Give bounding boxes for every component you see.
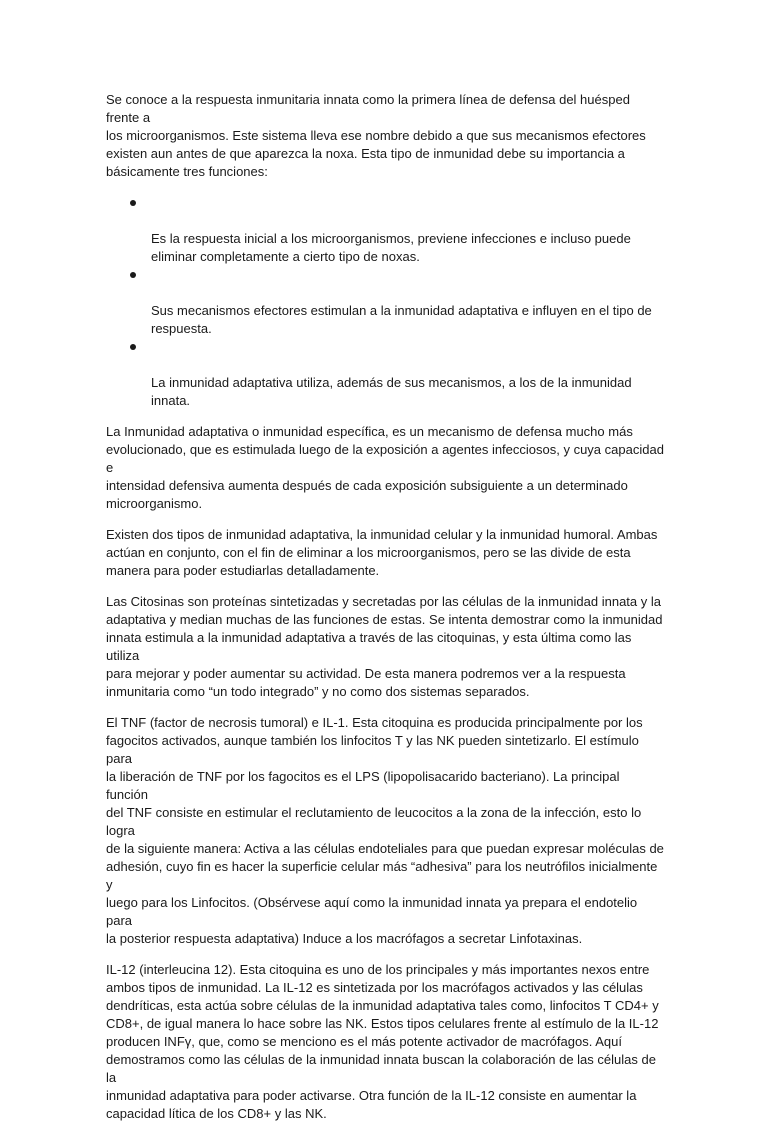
- bullet-icon: [130, 200, 136, 206]
- list-item-text: Sus mecanismos efectores estimulan a la inmunidad adaptativa e influyen en el tipo de respuesta.: [151, 303, 652, 336]
- bullet-icon: [130, 344, 136, 350]
- il12-paragraph: IL-12 (interleucina 12). Esta citoquina es uno de los principales y más importantes nexos entre ambos tipos de inmunidad. La IL-12 es sintetizada por los macrófagos activados y las células dendríticas, esta actúa sobre células de la inmunidad adaptativa tales como, linfocitos T CD4+ y CD8+, de igual manera lo hace sobre las NK. Estos tipos celulares frente al estímulo de la IL-12 producen INFγ, que, como se menciono es el más potente activador de macrófagos. Aquí demostramos como las células de la inmunidad innata buscan la colaboración de las células de la inmunidad adaptativa para poder activarse. Otra función de la IL-12 consiste en aumentar la capacidad lítica de los CD8+ y las NK.: [106, 962, 659, 1121]
- list-item-text: Es la respuesta inicial a los microorganismos, previene infecciones e incluso puede eliminar completamente a cierto tipo de noxas.: [151, 231, 631, 264]
- bullet-icon: [130, 272, 136, 278]
- adaptive-immunity-paragraph: La Inmunidad adaptativa o inmunidad específica, es un mecanismo de defensa mucho más evolucionado, que es estimulada luego de la exposición a agentes infecciosos, y cuya capacidad e intensidad defensiva aumenta después de cada exposición subsiguiente a un determinado microorganismo.: [106, 424, 664, 511]
- list-item-text: La inmunidad adaptativa utiliza, además de sus mecanismos, a los de la inmunidad innata.: [151, 375, 632, 408]
- list-item: [106, 194, 664, 266]
- list-item: [106, 338, 664, 410]
- cytokines-paragraph: Las Citosinas son proteínas sintetizadas y secretadas por las células de la inmunidad innata y la adaptativa y median muchas de las funciones de estas. Se intenta demostrar como la inmunidad innata estimula a la inmunidad adaptativa a través de las citoquinas, y esta última como las utiliza para mejorar y poder aumentar su actividad. De esta manera podremos ver a la respuesta inmunitaria como “un todo integrado” y no como dos sistemas separados.: [106, 594, 663, 699]
- intro-paragraph: Se conoce a la respuesta inmunitaria innata como la primera línea de defensa del huésped frente a los microorganismos. Este sistema lleva ese nombre debido a que sus mecanismos efectores existen aun antes de que aparezca la noxa. Esta tipo de inmunidad debe su importancia a básicamente tres funciones:: [106, 92, 646, 179]
- function-list: [106, 194, 664, 410]
- list-item: [106, 266, 664, 338]
- immunity-types-paragraph: Existen dos tipos de inmunidad adaptativa, la inmunidad celular y la inmunidad humoral. Ambas actúan en conjunto, con el fin de eliminar a los microorganismos, pero se las divide de esta manera para poder estudiarlas detalladamente.: [106, 527, 658, 578]
- tnf-paragraph: El TNF (factor de necrosis tumoral) e IL-1. Esta citoquina es producida principalmente por los fagocitos activados, aunque también los linfocitos T y las NK pueden sintetizarlo. El estímulo para la liberación de TNF por los fagocitos es el LPS (lipopolisacarido bacteriano). La principal función del TNF consiste en estimular el reclutamiento de leucocitos a la zona de la infección, esto lo logra de la siguiente manera: Activa a las células endoteliales para que puedan expresar moléculas de adhesión, cuyo fin es hacer la superficie celular más “adhesiva” para los neutrófilos inicialmente y luego para los Linfocitos. (Obsérvese aquí como la inmunidad innata ya prepara el endotelio para la posterior respuesta adaptativa) Induce a los macrófagos a secretar Linfotaxinas.: [106, 715, 664, 946]
